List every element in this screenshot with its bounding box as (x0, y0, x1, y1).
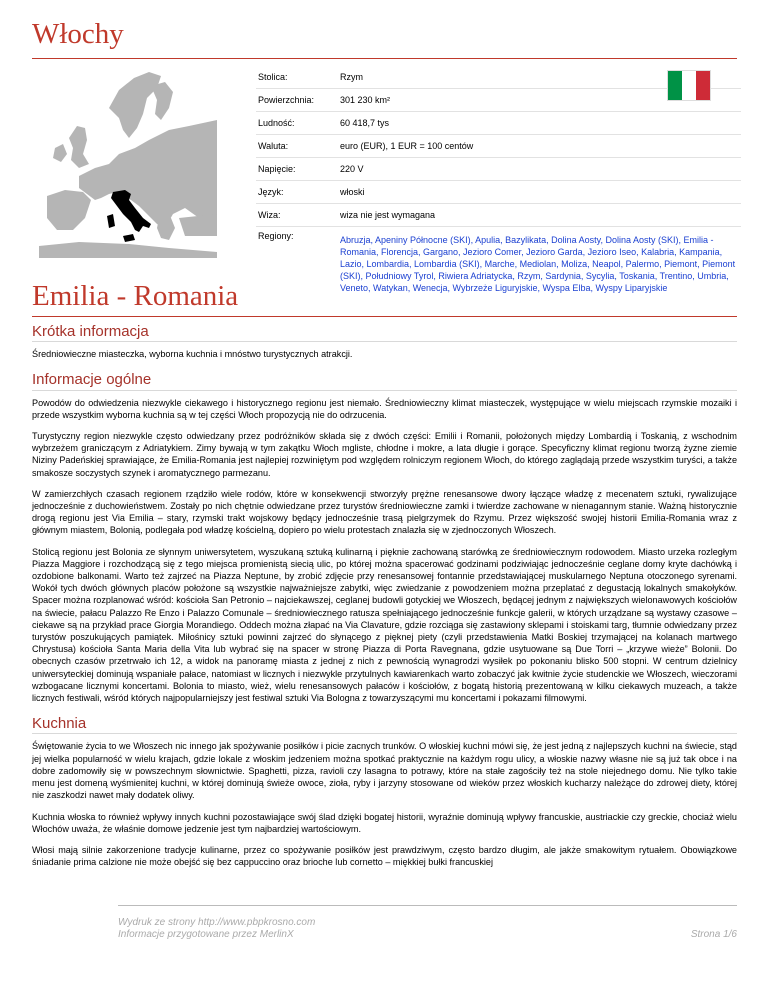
paragraph: Turystyczny region niezwykle często odwiedzany przez podróżników składa się z dwóch części: Emilii i Romanii, położonych między Lombardią i Toskanią, z wschodnim wybrzeżem graniczącym z Adriatykiem. Zimy bywają w tym zakątku Włoch mgliste, chłodne i mokre, a lata długie i gorące. Specyficzny klimat regionu tworzą żyzne ziemie Niziny Padeńskiej sprawiające, że Emilia-Romania jest najlepiej rozwiniętym pod względem rolniczym regionem Włoch, do którego zaglądają przede wszystkim turyści, a także smakosze soczystych szynek i aromatycznego parmezanu. (32, 431, 737, 478)
fact-row-regions (256, 227, 741, 297)
fact-row-currency (256, 135, 741, 158)
fact-label: Napięcie: (258, 164, 296, 174)
fact-row-voltage (256, 158, 741, 181)
fact-value: Rzym (340, 72, 363, 82)
footer-author: Informacje przygotowane przez MerlinX (118, 929, 294, 940)
fact-value: 301 230 km² (340, 95, 391, 105)
article-content (32, 322, 737, 878)
section-heading: Informacje ogólne (32, 370, 737, 390)
fact-label: Język: (258, 187, 284, 197)
flag-stripe-green (668, 71, 682, 100)
paragraph: Średniowieczne miasteczka, wyborna kuchnia i mnóstwo turystycznych atrakcji. (32, 349, 353, 360)
section-short-info (32, 322, 737, 360)
flag-stripe-red (696, 71, 710, 100)
page-footer (118, 917, 737, 941)
fact-value: 60 418,7 tys (340, 118, 390, 128)
page-number: Strona 1/6 (690, 929, 737, 940)
page-title: Włochy (32, 18, 124, 50)
footer-divider (118, 905, 737, 906)
europe-map (39, 68, 217, 258)
paragraph: Stolicą regionu jest Bolonia ze słynnym uniwersytetem, wyszukaną sztuką kulinarną i pięknie zachowaną starówką ze średniowiecznym rodowodem. Miasto urzeka rozległym Piazza Maggiore i rozchodzącą się z tego miejsca promienistą siecią ulic, po której można spacerować godzinami podziwiając jednocześnie ceglane domy kryte dachówką i ozdobione balkonami. Warto też zajrzeć na Piazza Neptune, by zrobić zdjęcie przy renesansowej fontannie przedstawiającej muskularnego Neptuna otoczonego syrenami. Wokół tych dwóch głównych placów położone są wszystkie najważniejsze zabytki, więc zwiedzanie z powodzeniem można przeplatać z degustacją lokalnych smakołyków. Spacer można rozplanować wśród: kościoła San Petronio – najciekawszej, ceglanej budowli gotyckiej we Włoszech, będącej jednym z największych wielonawowych kościołów na świecie, pałacu Palazzo Re Enzo i Palazzo Comunale – średniowiecznego ratusza spełniającego jednocześnie funkcje galerii, w których urządzane są wystawy czasowe – ciekawe są na przykład prace Giorgia Morandiego. Oddech można złapać na Via Clavature, gdzie rozciąga się zastawiony sklepami i stoiskami targ, tłumnie odwiedzany przez turystów poszukujących pamiątek. Miłośnicy sztuki powinni zajrzeć do słynącego z pięknej piety (czyli przedstawienia Matki Boskiej trzymającej na kolanach martwego Chrystusa) kościoła Santa Maria della Vita lub wybrać się na spacer w stronę Piazza di Porta Ravegnana, gdzie usytuowane są Due Torri – „krzywe wieże” Bolonii. Do obecnych czasów przetrwało ich 12, a widok na panoramę miasta z jednej z nich z pewnością wynagrodzi wysiłek po pokonaniu blisko 500 stopni. W centrum dzielnicy uniwersyteckiej dominują wspaniałe pałace, natomiast w licznych i niezwykle przytulnych kawiarenkach warto zobaczyć jak kwitnie życie studenckie we Włoszech, wieczorami wzbogacane licznymi koncertami. Bolonia to miasto, wież, wielu renesansowych pałaców i kościołów, z bogatą historią prezentowaną w kilku ciekawych muzeach, a także licznych festiwali, wśród których najpopularniejszy jest festiwal sztuki Via Bologna z towarzyszącymi mu koncertami i pokazami filmowymi. (32, 546, 737, 704)
region-title: Emilia - Romania (32, 280, 239, 312)
section-cuisine (32, 714, 737, 868)
fact-label: Waluta: (258, 141, 289, 151)
footer-source: Wydruk ze strony http://www.pbpkrosno.com (118, 917, 316, 928)
fact-value: euro (EUR), 1 EUR = 100 centów (340, 141, 474, 151)
fact-label: Powierzchnia: (258, 95, 315, 105)
fact-value: włoski (340, 187, 365, 197)
fact-row-population (256, 112, 741, 135)
regions-links[interactable]: Abruzja, Apeniny Północne (SKI), Apulia, Bazylikata, Dolina Aosty, Dolina Aosty (SKI), Emilia - Romania, Florencja, Gargano, Jezioro Comer, Jezioro Garda, Jezioro Iseo, Kalabria, Kampania, Lazio, Lombardia, Lombardia (SKI), Marche, Mediolan, Moliza, Neapol, Palermo, Piemont, Piemont (SKI), Południowy Tyrol, Riwiera Adriatycka, Rzym, Sardynia, Sycylia, Toskania, Trentino, Umbria, Veneto, Watykan, Wenecja, Wybrzeże Liguryjskie, Wyspa Elba, Wyspy Liparyjskie (340, 235, 736, 293)
flag-stripe-white (682, 71, 696, 100)
region-divider (32, 316, 737, 317)
fact-label: Ludność: (258, 118, 295, 128)
fact-value: 220 V (340, 164, 364, 174)
italy-flag-icon (667, 70, 711, 101)
fact-row-visa (256, 204, 741, 227)
fact-value: wiza nie jest wymagana (340, 210, 436, 220)
paragraph: W zamierzchłych czasach regionem rządziło wiele rodów, które w konsekwencji stworzyły prężne renesansowe dwory łączące władzę z mecenatem sztuki, rywalizujące jednocześnie z duchowieństwem. Zostały po nich chętnie odwiedzane przez turystów średniowieczne zamki i twierdze zachowane w nienagannym stanie. Ważną historycznie drogą regionu jest Via Emilia – stary, rzymski trakt wojskowy będący jednocześnie trasą pielgrzymek do Rzymu. Przez większość swojej historii Emilia-Romania wraz z głównym miastem, Bolonią, podlegała pod władzę kościelną, dopiero po wielu protestach znalazła się w zjednoczonych Włoszech. (32, 488, 737, 536)
section-heading: Krótka informacja (32, 322, 737, 342)
fact-label: Stolica: (258, 72, 288, 82)
fact-label: Wiza: (258, 210, 281, 220)
fact-label: Regiony: (258, 231, 294, 241)
paragraph: Włosi mają silnie zakorzenione tradycje kulinarne, przez co spożywanie posiłków jest prawdziwym, często bardzo długim, ale jakże smakowitym rytuałem. Obowiązkowe śniadanie prima calzione nie może obejść się bez cappuccino oraz brioche lub cornetto – miękkiej bułki francuskiej (32, 844, 737, 868)
paragraph: Kuchnia włoska to również wpływy innych kuchni pozostawiające swój ślad dzięki bogatej historii, wyraźnie dominują wpływy francuskie, austriackie czy greckie, chociaż wielu Włochów uważa, że właśnie domowe jedzenie jest tym najbardziej wartościowym. (32, 811, 737, 834)
paragraph: Świętowanie życia to we Włoszech nic innego jak spożywanie posiłków i picie zacnych trunków. O włoskiej kuchni mówi się, że jest jedną z najlepszych kuchni na świecie, stąd jej wielka popularność w wielu krajach, gdzie lokale z włoskim jedzeniem można spotkać praktycznie na każdym rogu ulicy, a włoskie nazwy własne nie są już tak obce i na dobre zadomowiły się w powszechnym słownictwie. Spaghetti, pizza, ravioli czy lasagna to potrawy, które na stałe zagościły też na stole niejednego domu. Nie tylko takie menu jest domeną wyśmienitej kuchni, w której dominują świeże owoce, zioła, ryby i jarzyny stosowane od wieków przez włoskich kucharzy należące do zdrowej diety, której nie zaszkodzi nawet mały dodatek oliwy. (32, 741, 737, 801)
paragraph: Powodów do odwiedzenia niezwykle ciekawego i historycznego regionu jest niemało. Średniowieczny klimat miasteczek, występujące w wielu miejscach rzymskie mozaiki i przede wszystkim wyborna kuchnia są w tej części Włoch propozycją nie do odrzucenia. (32, 397, 737, 420)
section-heading: Kuchnia (32, 714, 737, 734)
section-general-info (32, 370, 737, 704)
fact-row-language (256, 181, 741, 204)
title-divider (32, 58, 737, 59)
